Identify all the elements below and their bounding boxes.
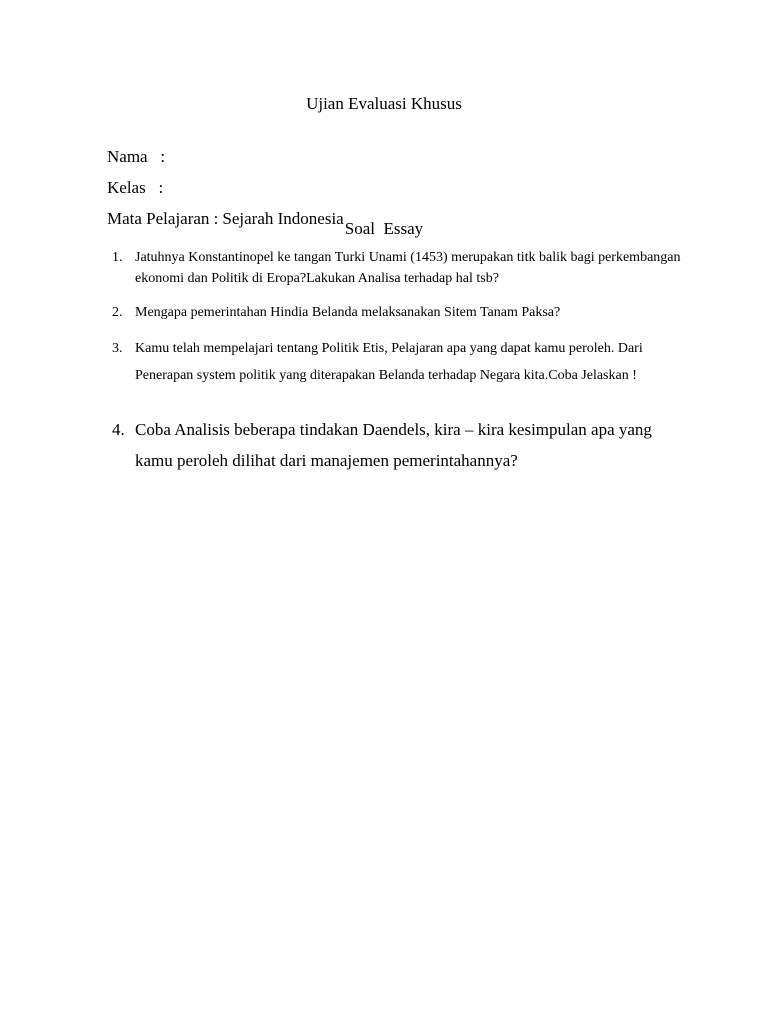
field-mapel-value: Sejarah Indonesia	[222, 209, 344, 228]
question-text: Kamu telah mempelajari tentang Politik Etis, Pelajaran apa yang dapat kamu peroleh. Dari Penerapan system politik yang diterapakan Belanda terhadap Negara kita.Coba Jelaskan !	[135, 341, 643, 383]
document-title: Ujian Evaluasi Khusus	[306, 94, 462, 113]
question-number: 2.	[112, 305, 123, 320]
question-text: Mengapa pemerintahan Hindia Belanda melaksanakan Sitem Tanam Paksa?	[135, 305, 561, 320]
question-number: 4.	[112, 420, 125, 439]
question-text: Coba Analisis beberapa tindakan Daendels, kira – kira kesimpulan apa yang kamu peroleh dilihat dari manajemen pemerintahannya?	[135, 420, 652, 470]
field-kelas-label: Kelas :	[107, 178, 164, 197]
question-text: Jatuhnya Konstantinopel ke tangan Turki Unami (1453) merupakan titk balik bagi perkembangan ekonomi dan Politik di Eropa?Lakukan Analisa terhadap hal tsb?	[135, 250, 681, 286]
section-title: Soal Essay	[344, 219, 424, 238]
question-number: 1.	[112, 250, 123, 265]
field-mapel-label: Mata Pelajaran :	[107, 209, 219, 228]
field-nama-label: Nama :	[107, 147, 166, 166]
question-number: 3.	[112, 341, 123, 356]
